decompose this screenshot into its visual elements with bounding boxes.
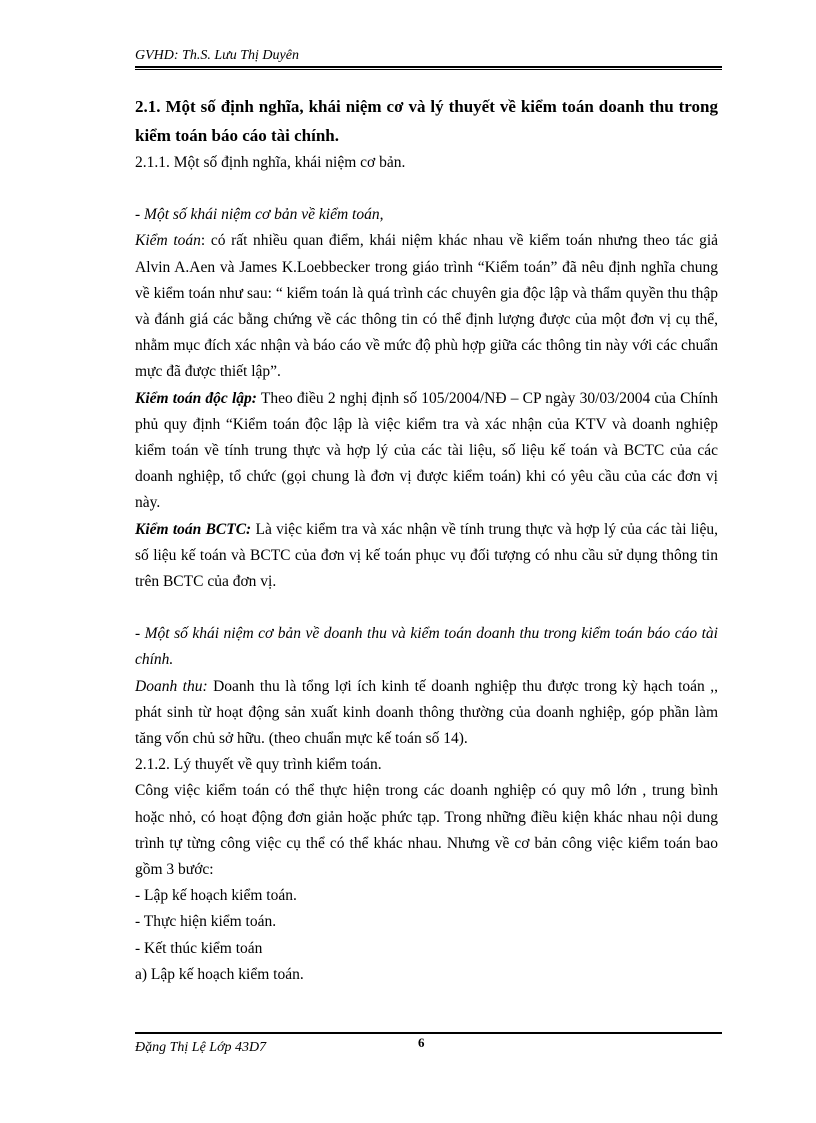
header-rule [135,66,722,70]
term-audit: Kiểm toán [135,232,201,250]
text-independent: Theo điều 2 nghị định số 105/2004/NĐ – CP ngày 30/03/2004 của Chính phủ quy định “Kiểm toán độc lập là việc kiểm tra và xác nhận của KTV và doanh nghiệp kiểm toán về tính trung thực và hợp lý của các tài liệu, số liệu kế toán và BCTC của các doanh nghiệp, tổ chức (gọi chung là đơn vị được kiểm toán) khi có yêu cầu của các đơn vị này. [135,389,718,512]
term-revenue: Doanh thu: [135,677,208,695]
subsection-a: a) Lập kế hoạch kiểm toán. [135,965,304,983]
paragraph-def-bctc [135,517,718,596]
footer-rule [135,1032,722,1034]
intro-revenue: - Một số khái niệm cơ bản về doanh thu và kiểm toán doanh thu trong kiểm toán báo cáo tài chính. [135,625,718,669]
term-bctc: Kiểm toán BCTC: [135,520,252,538]
footer-author: Đặng Thị Lệ Lớp 43D7 [135,1040,267,1055]
subsection-2-1-1: 2.1.1. Một số định nghĩa, khái niệm cơ bản. [135,154,406,171]
step-item: - Thực hiện kiểm toán. [135,913,277,931]
page-header: GVHD: Th.S. Lưu Thị Duyên [135,48,299,63]
spacer [135,595,718,621]
page-number: 6 [418,1035,425,1050]
paragraph-process: Công việc kiểm toán có thể thực hiện trong các doanh nghiệp có quy mô lớn , trung bình hoặc nhỏ, có hoạt động đơn giản hoặc phức tạp. Trong những điều kiện khác nhau nội dung trình tự từng công việc cụ thể có thể khác nhau. Nhưng về cơ bản công việc kiểm toán bao gồm 3 bước: [135,782,718,879]
text-bctc: Là việc kiểm tra và xác nhận về tính trung thực và hợp lý của các tài liệu, số liệu kế toán và BCTC của đơn vị kế toán phục vụ đối tượng có nhu cầu sử dụng thông tin trên BCTC của đơn vị. [135,520,718,591]
section-heading: 2.1. Một số định nghĩa, khái niệm cơ và lý thuyết về kiểm toán doanh thu trong kiểm toán báo cáo tài chính. [135,97,718,145]
text-audit: : có rất nhiều quan điểm, khái niệm khác nhau về kiểm toán nhưng theo tác giả Alvin A.Aen và James K.Loebbecker trong giáo trình “Kiểm toán” đã nêu định nghĩa chung về kiểm toán như sau: “ kiểm toán là quá trình các chuyên gia độc lập và thẩm quyền thu thập và đánh giá các bằng chứng về các thông tin có thể định lượng được của một đơn vị cụ thể, nhằm mục đích xác nhận và báo cáo về mức độ phù hợp giữa các thông tin này với các chuẩn mực đã được thiết lập”. [135,232,718,381]
spacer [135,176,718,202]
term-independent: Kiểm toán độc lập: [135,389,257,407]
subsection-2-1-2: 2.1.2. Lý thuyết về quy trình kiểm toán. [135,756,382,774]
page-content [135,92,718,988]
step-item: - Lập kế hoạch kiểm toán. [135,887,297,905]
paragraph-def-revenue [135,674,718,753]
intro-audit: - Một số khái niệm cơ bản về kiểm toán, [135,206,384,224]
paragraph-def-independent [135,386,718,517]
step-item: - Kết thúc kiểm toán [135,939,263,957]
paragraph-def-audit [135,228,718,385]
text-revenue: Doanh thu là tổng lợi ích kinh tế doanh nghiệp thu được trong kỳ hạch toán ,, phát sinh từ hoạt động sản xuất kinh doanh thông thường của doanh nghiệp, góp phần làm tăng vốn chủ sở hữu. (theo chuẩn mực kế toán số 14). [135,677,718,748]
